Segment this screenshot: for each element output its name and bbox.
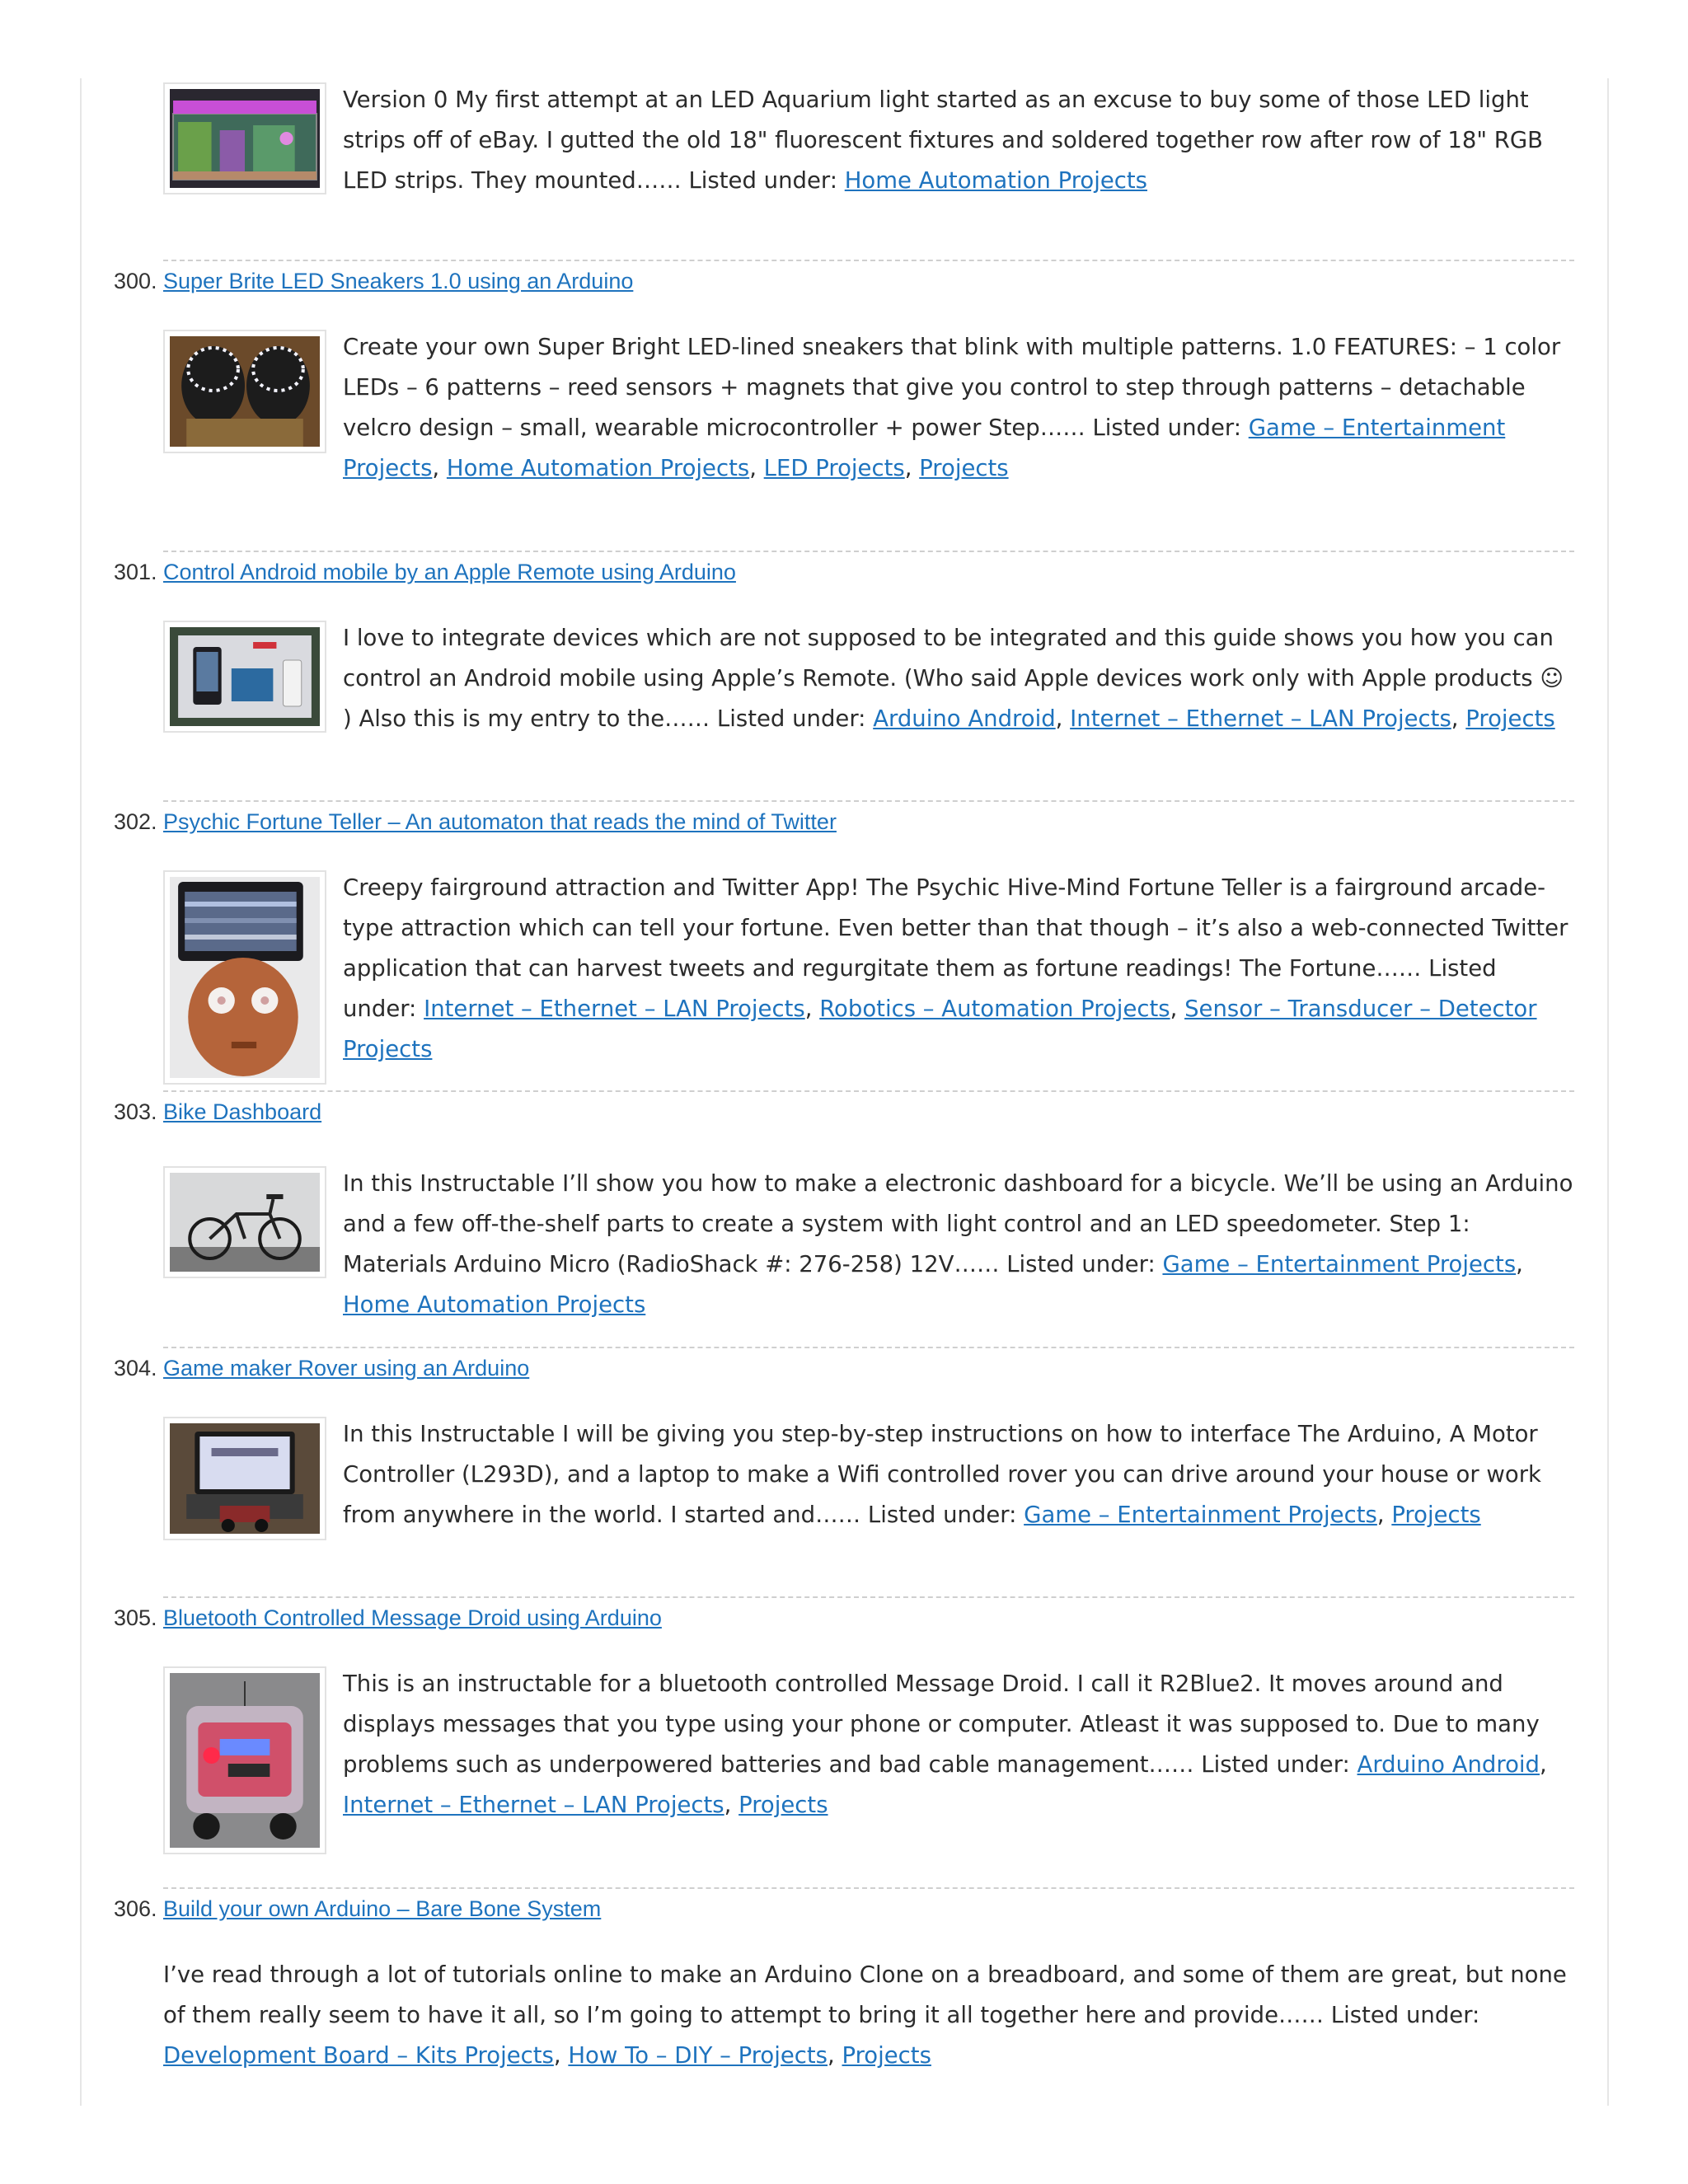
divider	[163, 800, 1574, 802]
entry-title-link[interactable]: Super Brite LED Sneakers 1.0 using an Arduino	[163, 269, 634, 293]
category-link[interactable]: Game – Entertainment Projects	[343, 415, 1506, 481]
category-link[interactable]: Development Board – Kits Projects	[163, 2042, 554, 2069]
entry-title-link[interactable]: Bluetooth Controlled Message Droid using Arduino	[163, 1605, 662, 1630]
entry-thumbnail[interactable]	[163, 1166, 326, 1278]
laptop-rover-photo-icon	[170, 1423, 320, 1534]
message-droid-photo-icon	[170, 1673, 320, 1848]
category-link[interactable]: Arduino Android	[1357, 1751, 1540, 1778]
category-link[interactable]: Sensor – Transducer – Detector Projects	[343, 996, 1537, 1062]
entry-excerpt: Version 0 My first attempt at an LED Aquarium light started as an excuse to buy some of those LED light strips off of eBay. I gutted the old 18" fluorescent fixtures and soldered together row after row of 18" RGB LED strips. They mounted…… Listed under: Home Automation Projects	[343, 87, 1544, 194]
entry-title-link[interactable]: Build your own Arduino – Bare Bone System	[163, 1896, 602, 1921]
category-link[interactable]: Internet – Ethernet – LAN Projects	[343, 1792, 724, 1818]
divider	[163, 1347, 1574, 1348]
category-link[interactable]: Projects	[738, 1792, 828, 1818]
divider	[163, 260, 1574, 261]
entry-thumbnail[interactable]	[163, 870, 326, 1085]
entry-excerpt: In this Instructable I will be giving you step-by-step instructions on how to interface The Arduino, A Motor Controller (L293D), and a laptop to make a Wifi controlled rover you can drive around your house or work from anywhere in the world. I started and…… Listed under: Game – Entertainment Projects, Projects	[343, 1421, 1541, 1528]
led-sneakers-photo-icon	[170, 336, 320, 447]
entry-thumbnail[interactable]	[163, 621, 326, 733]
category-link[interactable]: Robotics – Automation Projects	[819, 996, 1170, 1022]
entry-excerpt: In this Instructable I’ll show you how to make a electronic dashboard for a bicycle. We’ll be using an Arduino and a few off-the-shelf parts to create a system with light control and an LED speedometer. Step 1: Materials Arduino Micro (RadioShack #: 276-258) 12V…… Listed under: Game – Entertainment Projects, Home Automation Projects	[343, 1170, 1573, 1318]
entry-number: 302.	[114, 809, 157, 834]
category-link[interactable]: LED Projects	[763, 455, 905, 481]
entry-number: 305.	[114, 1605, 157, 1630]
bicycle-photo-icon	[170, 1173, 320, 1272]
category-link[interactable]: Arduino Android	[873, 705, 1056, 732]
entry-excerpt: I love to integrate devices which are not supposed to be integrated and this guide shows you how you can control an Android mobile using Apple’s Remote. (Who said Apple devices work only with Apple products ☺ ) Also this is my entry to the…… Listed under: Arduino Android, Internet – Ethernet – LAN Projects, Projects	[343, 625, 1564, 732]
entry-number: 304.	[114, 1356, 157, 1380]
aquarium-photo-icon	[170, 89, 320, 188]
entry-number: 301.	[114, 560, 157, 584]
entry-excerpt: Creepy fairground attraction and Twitter App! The Psychic Hive-Mind Fortune Teller is a fairground arcade-type attraction which can tell your fortune. Even better than that though – it’s also a web-connected Twitter application that can harvest tweets and regurgitate them as fortune readings! The Fortune…… Listed under: Internet – Ethernet – LAN Projects, Robotics – Automation Projects, Sensor – Transducer – Detector Projects	[343, 874, 1568, 1062]
category-link[interactable]: Home Automation Projects	[343, 1291, 646, 1318]
category-link[interactable]: How To – DIY – Projects	[568, 2042, 828, 2069]
entry-excerpt: This is an instructable for a bluetooth controlled Message Droid. I call it R2Blue2. It moves around and displays messages that you type using your phone or computer. Atleast it was supposed to. Due to many problems such as underpowered batteries and bad cable management…… Listed under: Arduino Android, Internet – Ethernet – LAN Projects, Projects	[343, 1671, 1547, 1818]
entry-title-link[interactable]: Game maker Rover using an Arduino	[163, 1356, 530, 1380]
category-link[interactable]: Internet – Ethernet – LAN Projects	[424, 996, 805, 1022]
divider	[163, 1887, 1574, 1889]
entry-thumbnail[interactable]	[163, 1666, 326, 1854]
entry-excerpt: Create your own Super Bright LED-lined sneakers that blink with multiple patterns. 1.0 FEATURES: – 1 color LEDs – 6 patterns – reed sensors + magnets that give you control to step through patterns – detachable velcro design – small, wearable microcontroller + power Step…… Listed under: Game – Entertainment Projects, Home Automation Projects, LED Projects, Projects	[343, 334, 1561, 481]
category-link[interactable]: Game – Entertainment Projects	[1024, 1502, 1377, 1528]
entry-thumbnail[interactable]	[163, 330, 326, 453]
entry-title-link[interactable]: Control Android mobile by an Apple Remote using Arduino	[163, 560, 736, 584]
divider	[163, 551, 1574, 552]
category-link[interactable]: Home Automation Projects	[446, 455, 750, 481]
category-link[interactable]: Projects	[1391, 1502, 1481, 1528]
category-link[interactable]: Projects	[919, 455, 1009, 481]
entry-thumbnail[interactable]	[163, 82, 326, 194]
entry-number: 306.	[114, 1896, 157, 1921]
category-link[interactable]: Game – Entertainment Projects	[1162, 1251, 1517, 1277]
android-remote-photo-icon	[170, 627, 320, 726]
entry-title-link[interactable]: Psychic Fortune Teller – An automaton that reads the mind of Twitter	[163, 809, 837, 834]
entry-number: 300.	[114, 269, 157, 293]
category-link[interactable]: Home Automation Projects	[844, 167, 1148, 194]
entry-title-link[interactable]: Bike Dashboard	[163, 1099, 322, 1124]
category-link[interactable]: Internet – Ethernet – LAN Projects	[1070, 705, 1451, 732]
divider	[163, 1090, 1574, 1092]
entry-excerpt: I’ve read through a lot of tutorials online to make an Arduino Clone on a breadboard, and some of them are great, but none of them really seem to have it all, so I’m going to attempt to bring it all together here and provide…… Listed under: Development Board – Kits Projects, How To – DIY – Projects, Projects	[163, 1961, 1567, 2069]
entry-thumbnail[interactable]	[163, 1417, 326, 1540]
category-link[interactable]: Projects	[1465, 705, 1555, 732]
entry-number: 303.	[114, 1099, 157, 1124]
fortune-teller-photo-icon	[170, 877, 320, 1078]
divider	[163, 1596, 1574, 1598]
category-link[interactable]: Projects	[842, 2042, 931, 2069]
